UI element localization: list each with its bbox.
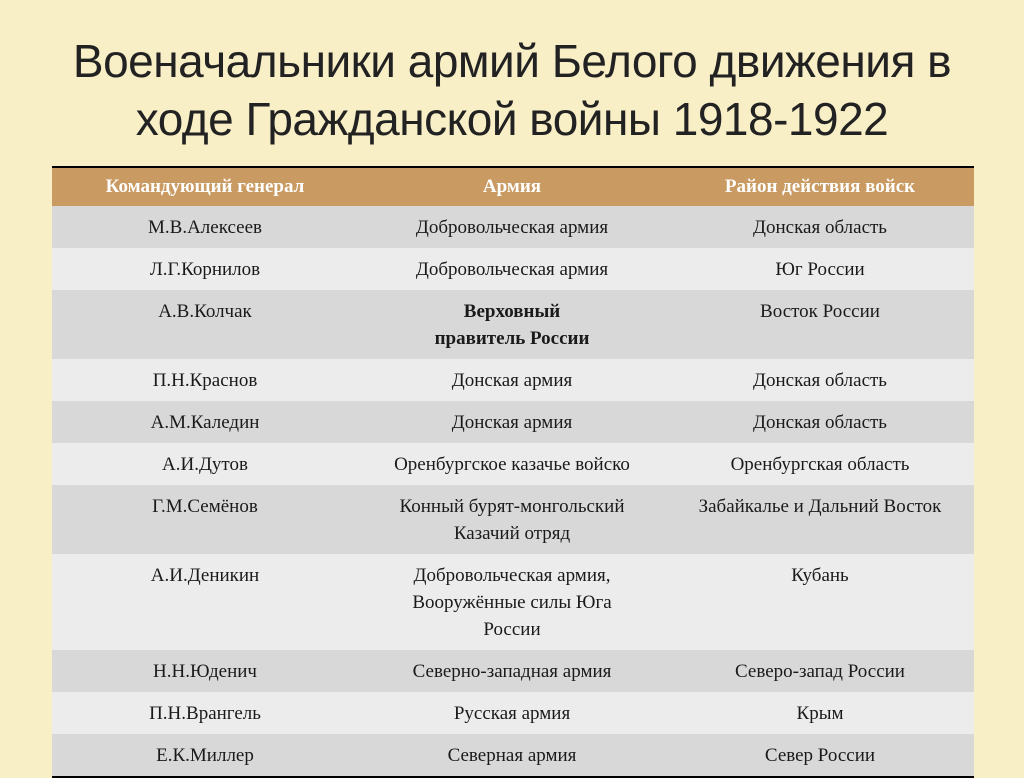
cell-general: А.В.Колчак (158, 301, 252, 322)
generals-table (52, 166, 974, 778)
cell-army (358, 485, 666, 554)
cell-region: Северо-запад России (735, 661, 905, 682)
header-army: Армия (482, 176, 542, 197)
table-row (52, 290, 974, 359)
slide-title-line-2: ходе Гражданской войны 1918-1922 (135, 93, 889, 145)
cell-region (666, 485, 974, 554)
cell-general: Г.М.Семёнов (152, 496, 258, 517)
cell-region: Донская область (753, 370, 887, 391)
table-row (52, 692, 974, 734)
table-row (52, 650, 974, 692)
cell-general: Л.Г.Корнилов (149, 259, 261, 280)
cell-general: А.И.Дутов (162, 454, 248, 475)
cell-army-text: Конный бурят-монгольский Казачий отряд (399, 496, 625, 544)
cell-region: Донская область (753, 217, 887, 238)
header-region: Район действия войск (724, 176, 916, 197)
cell-region: Донская область (753, 412, 887, 433)
cell-army: Добровольческая армия (415, 217, 609, 238)
cell-general: Е.К.Миллер (156, 745, 254, 766)
cell-army: Оренбургское казачье войско (394, 454, 630, 475)
header-general: Командующий генерал (105, 176, 305, 197)
table-row (52, 554, 974, 650)
slide-title (0, 32, 1024, 148)
cell-army: Русская армия (453, 703, 571, 724)
cell-region: Оренбургская область (730, 454, 910, 475)
slide-title-line-1: Военачальники армий Белого движения в (72, 35, 952, 87)
cell-general: М.В.Алексеев (148, 217, 262, 238)
table-row (52, 401, 974, 443)
cell-region: Кубань (791, 565, 849, 586)
table-row (52, 359, 974, 401)
cell-region: Юг России (775, 259, 865, 280)
cell-general: А.И.Деникин (150, 565, 260, 586)
cell-region: Восток России (760, 301, 880, 322)
cell-general: П.Н.Краснов (152, 370, 258, 391)
cell-army: Северная армия (447, 745, 577, 766)
cell-army: Донская армия (451, 412, 573, 433)
table-row (52, 443, 974, 485)
cell-general: П.Н.Врангель (149, 703, 261, 724)
cell-army-text: Добровольческая армия, Вооружённые силы Юга России (412, 565, 612, 640)
table-row (52, 485, 974, 554)
cell-army-text: Верховный правитель России (434, 301, 590, 349)
table-row (52, 248, 974, 290)
cell-region-text: Забайкалье и Дальний Восток (698, 496, 942, 517)
table-header-row (52, 167, 974, 206)
cell-general: Н.Н.Юденич (153, 661, 257, 682)
table-row (52, 734, 974, 777)
cell-region: Север России (764, 745, 876, 766)
table-row (52, 206, 974, 248)
cell-army (358, 554, 666, 650)
cell-region: Крым (796, 703, 844, 724)
cell-army: Северно-западная армия (412, 661, 612, 682)
cell-general: А.М.Каледин (150, 412, 260, 433)
cell-army: Добровольческая армия (415, 259, 609, 280)
cell-army: Донская армия (451, 370, 573, 391)
cell-army (358, 290, 666, 359)
